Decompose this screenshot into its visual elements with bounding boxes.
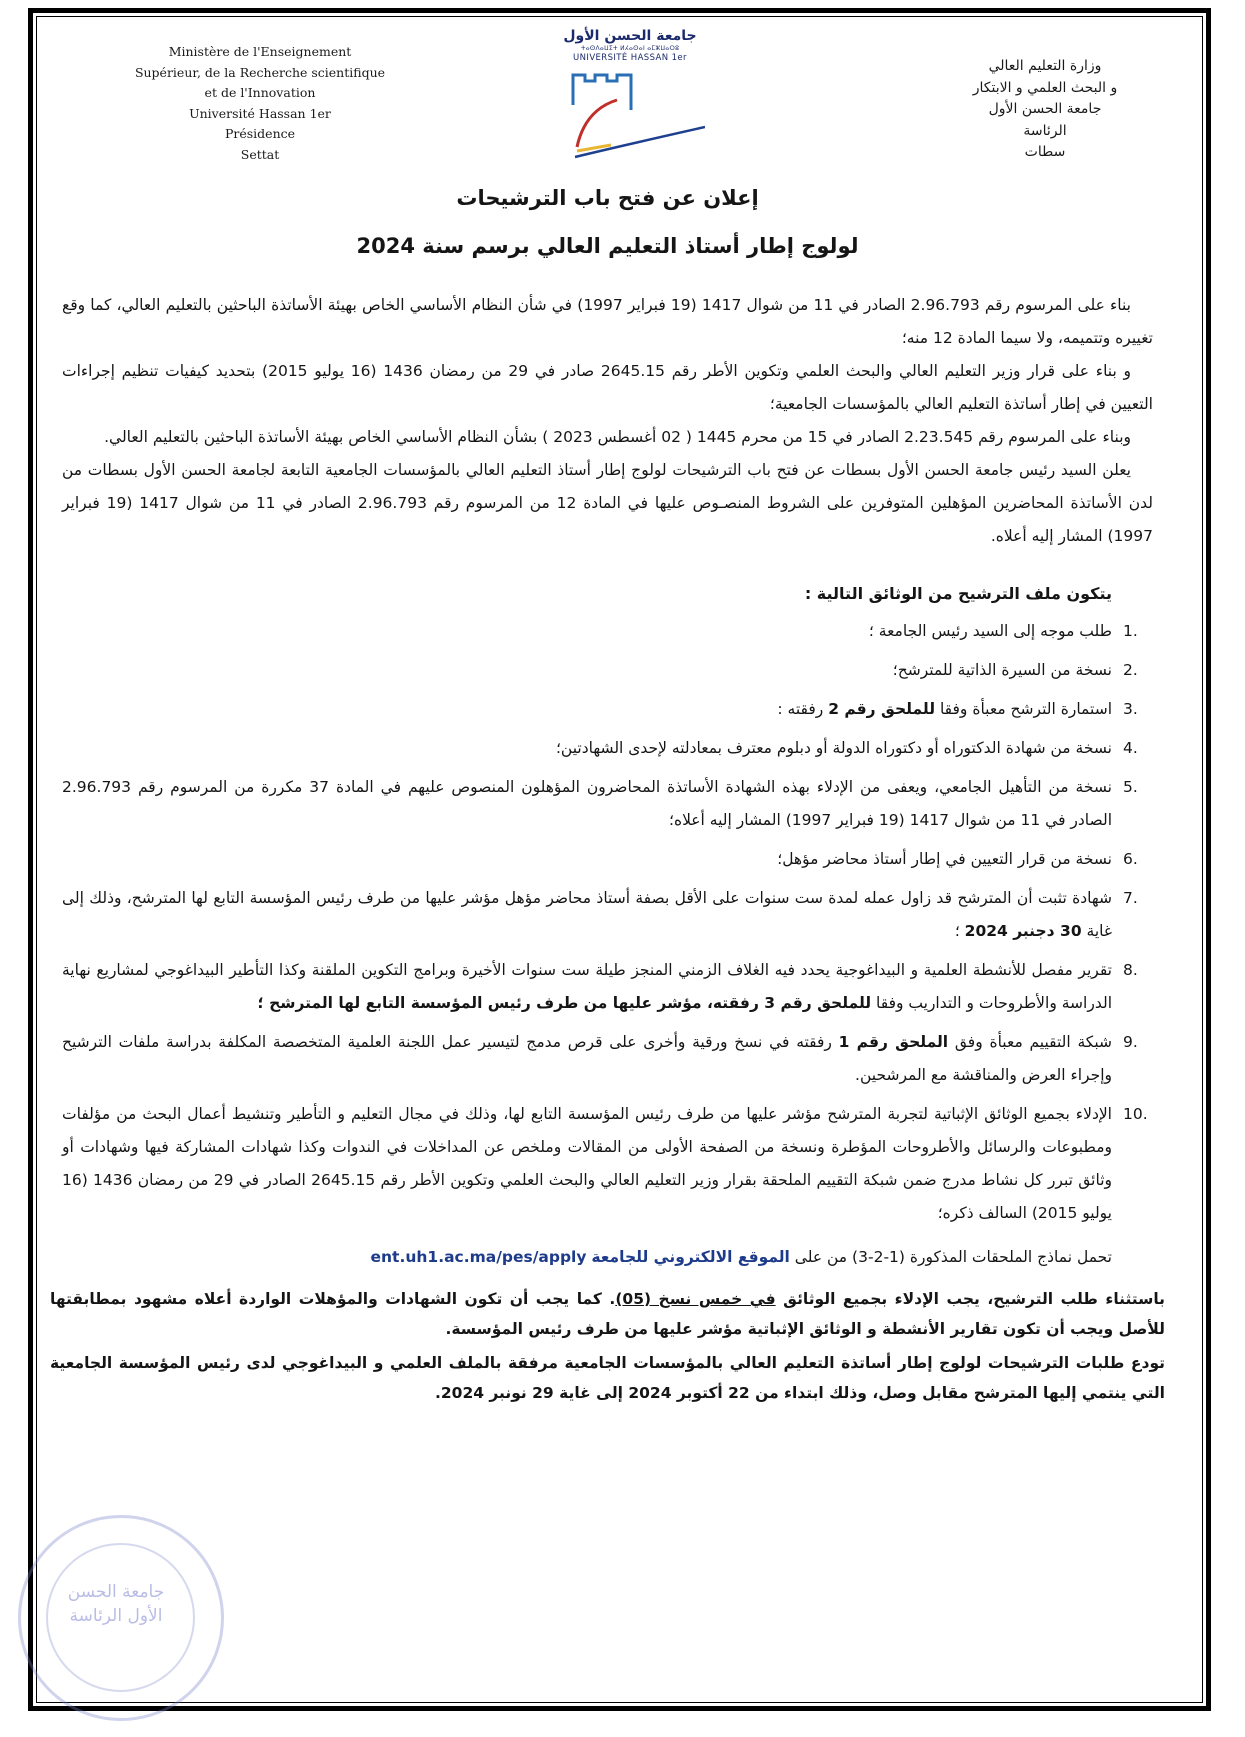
announcement-paragraph: يعلن السيد رئيس جامعة الحسن الأول بسطات عن فتح باب الترشيحات لولوج إطار أستاذ التعليم العالي بالمؤسسات الجامعية التابعة لجامعة الحسن الأول بسطات من لدن الأساتذة المحاضرين المؤهلين المتوفرين على الشروط المنصـوص عليها في المادة 12 من المرسوم رقم 2.96.793 الصادر في 11 من شوال 1417 (19 فبراير 1997) المشار إليه أعلاه. <box>62 461 1153 545</box>
header-french-line: Présidence <box>224 126 296 141</box>
preamble <box>62 289 1153 553</box>
item-number: 1. <box>1123 622 1138 640</box>
header-french-line: Settat <box>240 146 280 162</box>
stamp-text: جامعة الحسن الأول الرئاسة <box>67 1582 165 1626</box>
document-item <box>62 654 1153 687</box>
item-number: 5. <box>1123 778 1138 796</box>
item-number: 9. <box>1123 1033 1138 1051</box>
header-arabic-line: وزارة التعليم العالي <box>988 58 1102 74</box>
header-french-line: Université Hassan 1er <box>189 105 331 121</box>
item-text-bold: للملحق رقم 2 <box>828 700 936 718</box>
logo-tower-icon <box>555 65 705 163</box>
copies-requirement <box>50 1284 1165 1344</box>
header-french-line: Supérieur, de la Recherche scientifique <box>134 64 386 80</box>
document-body <box>50 183 1166 1468</box>
copies-text: باستثناء طلب الترشيح، يجب الإدلاء بجميع الوثائق <box>775 1290 1166 1308</box>
item-number: 10. <box>1123 1105 1148 1123</box>
preamble-paragraph: بناء على المرسوم رقم 2.96.793 الصادر في 11 من شوال 1417 (19 فبراير 1997) في شأن النظام الأساسي الخاص بهيئة الأساتذة الباحثين بالتعليم العالي، كما وقع تغييره وتتميمه، ولا سيما المادة 12 منه؛ <box>62 296 1153 347</box>
logo-arc <box>577 100 617 147</box>
document-item <box>62 615 1153 648</box>
copies-text: . كما يجب أن تكون الشهادات والمؤهلات الواردة أعلاه مشهود بمطابقتها للأصل ويجب أن تكون تقارير الأنشطة و الوثائق الإثباتية مؤشر عليها من طرف رئيس المؤسسة. <box>50 1290 1165 1338</box>
item-number: 2. <box>1123 661 1138 679</box>
university-logo <box>548 28 712 163</box>
item-text: استمارة الترشح معبأة وفقا <box>935 700 1112 718</box>
document-item <box>62 1098 1153 1230</box>
document-item <box>62 843 1153 876</box>
item-number: 3. <box>1123 700 1138 718</box>
header-french <box>100 42 420 165</box>
header-arabic <box>930 56 1160 164</box>
document-item <box>62 693 1153 726</box>
item-text: الإدلاء بجميع الوثائق الإثباتية لتجربة المترشح مؤشر عليها من طرف رئيس المؤسسة التابع لها، وذلك في مجال التعليم و التأطير وتنشيط أعمال البحث من مؤلفات ومطبوعات والرسائل والأطروحات المؤطرة ونسخة من الصفحة الأولى من المقالات وملخص عن المداخلات في الندوات وكذا شهادات المشاركة فيها وشهادات أو وثائق تبرر كل نشاط مدرج ضمن شبكة التقييم الملحقة بقرار وزير التعليم العالي والبحث العلمي وتكوين الأطر رقم 2645.15 الصادر في 29 من رمضان 1436 (16 يوليو 2015) السالف ذكره؛ <box>62 1105 1112 1222</box>
item-text: تقرير مفصل للأنشطة العلمية و البيداغوجية يحدد فيه الغلاف الزمني المنجز طيلة ست سنوات الأخيرة وبرامج التكوين الملقنة وكذا التأطير البيداغوجي لمشاريع نهاية الدراسة والأطروحات و التداريب وفقا <box>62 961 1112 1012</box>
item-text: رفقته في نسخ ورقية وأخرى على قرص مدمج لتيسير عمل اللجنة العلمية المتخصصة المكلفة بدراسة ملفات الترشيح وإجراء العرض والمناقشة مع المرشحين. <box>62 1033 1112 1084</box>
logo-arabic-name: جامعة الحسن الأول <box>563 28 697 44</box>
item-text: شبكة التقييم معبأة وفق <box>948 1033 1112 1051</box>
header-arabic-line: الرئاسة <box>1023 122 1067 139</box>
logo-battlement <box>573 75 631 110</box>
item-number: 4. <box>1123 739 1138 757</box>
documents-list <box>62 615 1153 1230</box>
item-text: طلب موجه إلى السيد رئيس الجامعة ؛ <box>868 622 1112 640</box>
item-text: رفقته : <box>777 700 829 718</box>
header-arabic-line: و البحث العلمي و الابتكار <box>972 79 1118 96</box>
announcement-title: إعلان عن فتح باب الترشيحات <box>456 186 759 210</box>
preamble-paragraph: و بناء على قرار وزير التعليم العالي والبحث العلمي وتكوين الأطر رقم 2645.15 صادر في 29 من رمضان 1436 (16 يوليو 2015) بتحديد كيفيات تنظيم إجراءات التعيين في إطار أساتذة التعليم العالي بالمؤسسات الجامعية؛ <box>62 362 1153 413</box>
preamble-paragraph: وبناء على المرسوم رقم 2.23.545 الصادر في 15 من محرم 1445 ( 02 أغسطس 2023 ) بشأن النظام الأساسي الخاص بهيئة الأساتذة الباحثين بالتعليم العالي. <box>104 428 1131 446</box>
document-item <box>62 732 1153 765</box>
header-arabic-line: سطات <box>1024 144 1066 160</box>
document-item <box>62 954 1153 1020</box>
item-text: نسخة من السيرة الذاتية للمترشح؛ <box>892 661 1112 679</box>
item-text-bold: 30 دجنبر 2024 <box>964 922 1082 940</box>
item-text: ؛ <box>954 922 965 940</box>
item-text: نسخة من شهادة الدكتوراه أو دكتوراه الدولة أو دبلوم معترف بمعادلته لإحدى الشهادتين؛ <box>556 739 1112 757</box>
document-item <box>62 771 1153 837</box>
document-item <box>62 1026 1153 1092</box>
item-number: 8. <box>1123 961 1138 979</box>
item-text-bold: للملحق رقم 3 رفقته، مؤشر عليها من طرف رئيس المؤسسة التابع لها المترشح ؛ <box>257 994 872 1012</box>
header-french-line: Ministère de l'Enseignement <box>168 44 352 59</box>
bottom-spacer <box>62 1408 1153 1468</box>
header-arabic-line: جامعة الحسن الأول <box>988 101 1102 117</box>
item-number: 7. <box>1123 889 1138 907</box>
download-note-text: تحمل نماذج الملحقات المذكورة (1-2-3) من على <box>789 1248 1112 1266</box>
download-site-label: الموقع الالكتروني للجامعة <box>591 1248 790 1266</box>
letterhead <box>0 0 1245 165</box>
announcement-subtitle: لولوج إطار أستاذ التعليم العالي برسم سنة 2024 <box>356 234 859 258</box>
document-item <box>62 882 1153 948</box>
item-number: 6. <box>1123 850 1138 868</box>
apply-url-link[interactable]: ent.uh1.ac.ma/pes/apply <box>370 1248 587 1266</box>
item-text: نسخة من قرار التعيين في إطار أستاذ محاضر مؤهل؛ <box>777 850 1112 868</box>
header-french-line: et de l'Innovation <box>204 85 316 100</box>
item-text-bold: الملحق رقم 1 <box>838 1033 949 1051</box>
documents-heading: يتكون ملف الترشيح من الوثائق التالية : <box>804 584 1112 603</box>
deposit-instructions: تودع طلبات الترشيحات لولوج إطار أساتذة التعليم العالي بالمؤسسات الجامعية مرفقة بالملف العلمي و البيداغوجي لدى رئيس المؤسسة الجامعية التي ينتمي إليها المترشح مقابل وصل، وذلك ابتداء من 22 أكتوبر 2024 إلى غاية 29 نونبر 2024. <box>50 1354 1165 1402</box>
item-text: شهادة تثبت أن المترشح قد زاول عمله لمدة ست سنوات على الأقل بصفة أستاذ محاضر مؤهل مؤشر عليها من طرف رئيس المؤسسة التابع لها المترشح، وذلك إلى غاية <box>62 889 1112 940</box>
logo-tifinagh-name: ⵜⴰⵙⴷⴰⵡⵉⵜ ⵍⵃⴰⵙⴰⵏ ⴰⵎⵣⵡⴰⵔⵓ <box>580 45 680 52</box>
copies-count: في خمس نسخ (05) <box>615 1290 776 1308</box>
item-text: نسخة من التأهيل الجامعي، ويعفى من الإدلاء بهذه الشهادة الأساتذة المحاضرون المؤهلون المنصوص عليهم في المادة 37 مكررة من المرسوم رقم 2.96.793 الصادر في 11 من شوال 1417 (19 فبراير 1997) المشار إليه أعلاه؛ <box>62 778 1112 829</box>
official-stamp <box>18 1515 224 1721</box>
download-note <box>62 1242 1112 1272</box>
logo-french-name: UNIVERSITÉ HASSAN 1er <box>573 53 687 63</box>
logo-base-line <box>575 127 705 157</box>
